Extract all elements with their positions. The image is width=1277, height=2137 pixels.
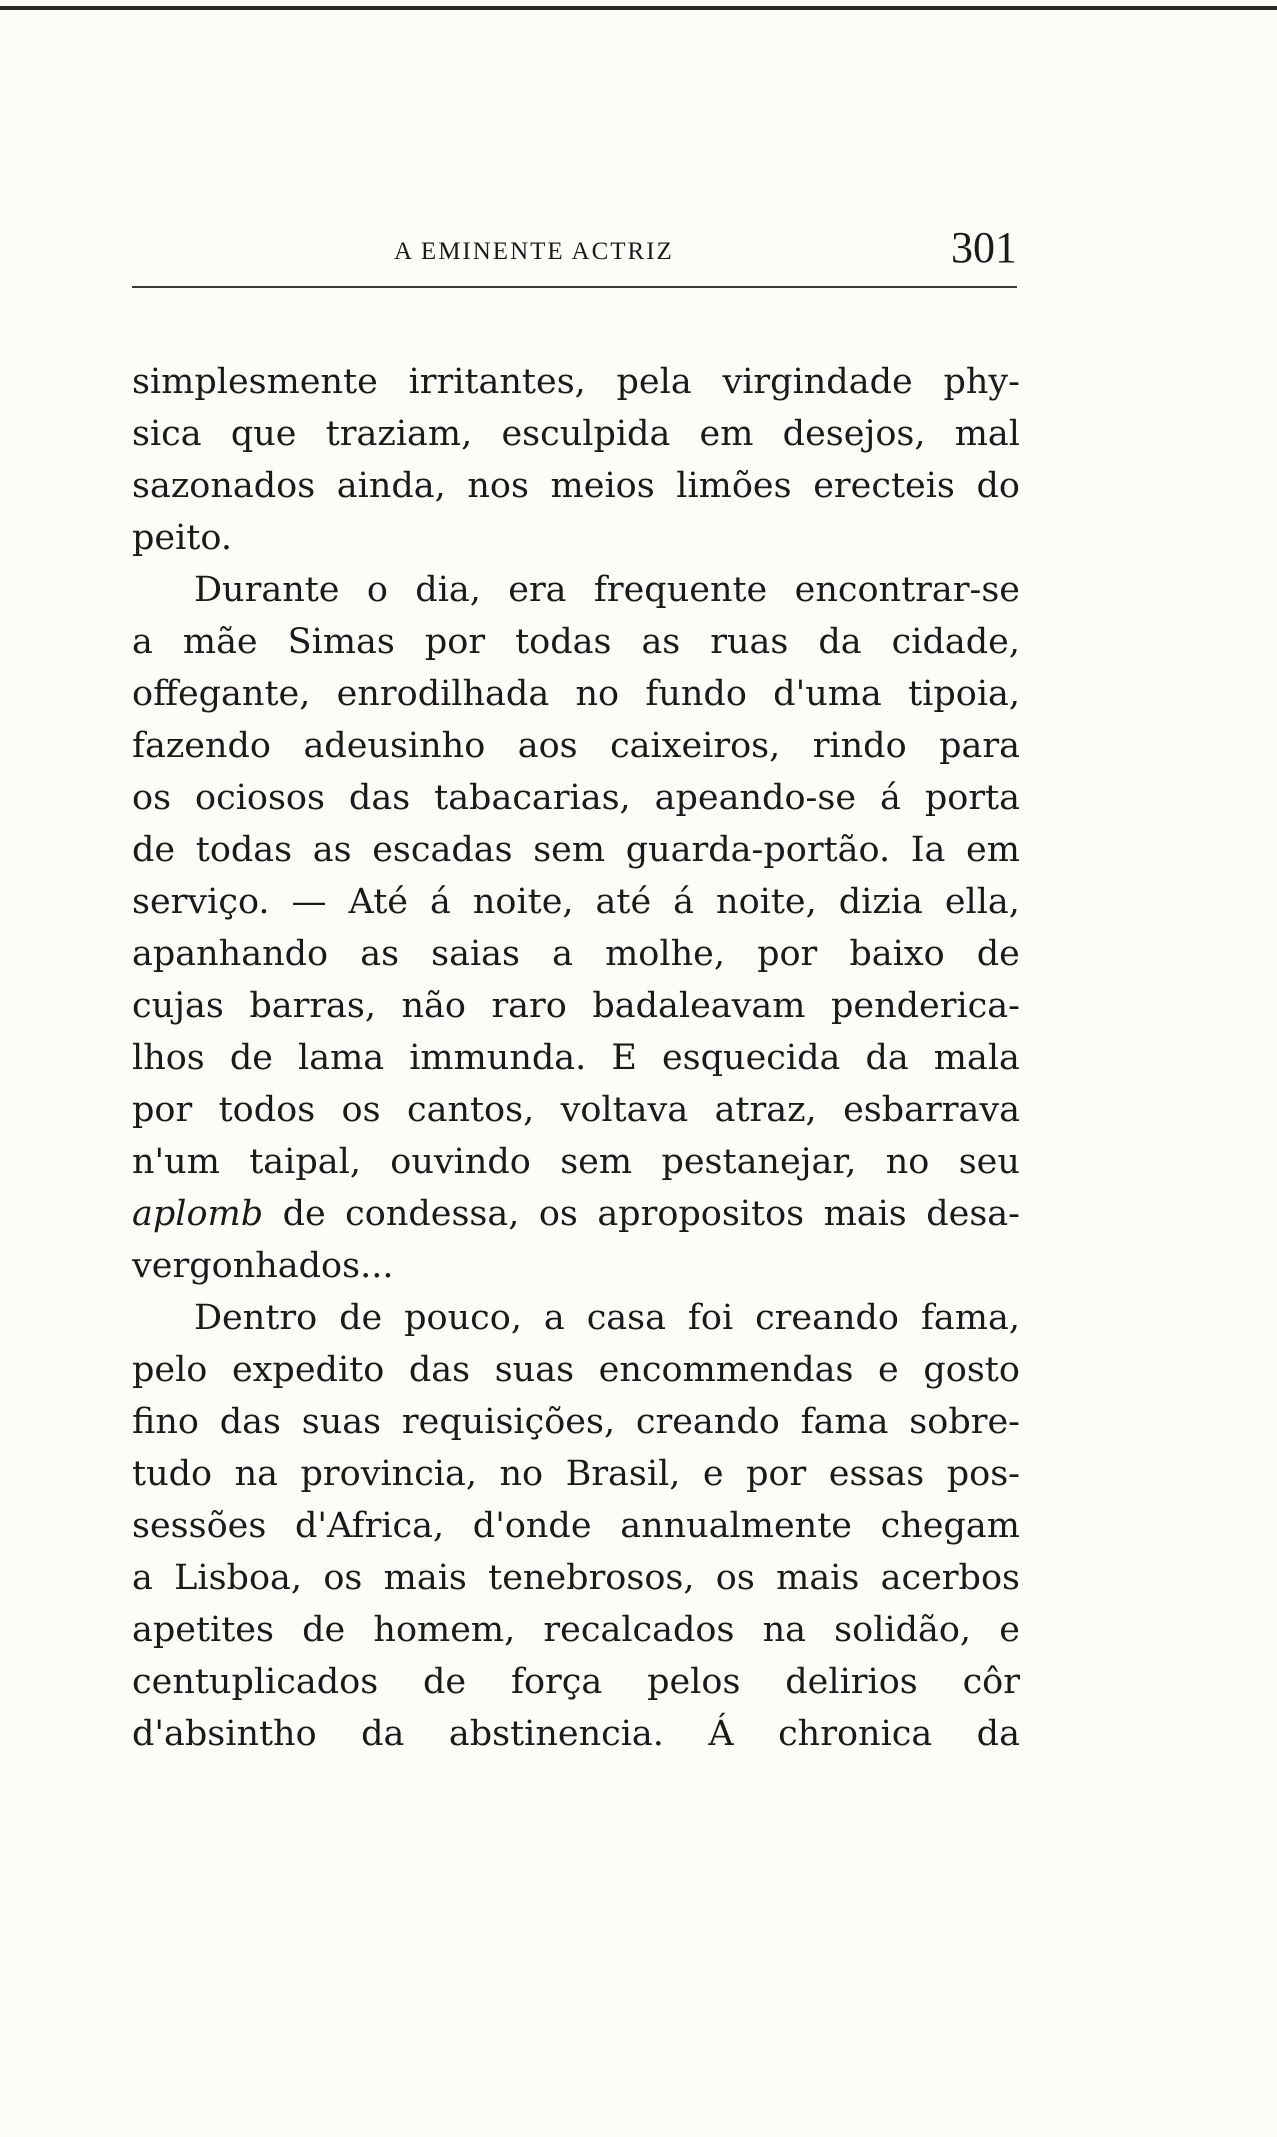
text-line: peito. — [132, 518, 232, 558]
text-line: a Lisboa, os mais tenebrosos, os mais acerbos — [132, 1558, 1020, 1598]
text-line: vergonhados... — [132, 1246, 394, 1286]
text-line: de todas as escadas sem guarda-portão. Ia em — [132, 830, 1020, 870]
body-text — [132, 356, 1020, 1760]
page-number: 301 — [951, 223, 1017, 272]
text-line: fazendo adeusinho aos caixeiros, rindo para — [132, 726, 1020, 766]
text-line: Dentro de pouco, a casa foi creando fama, — [194, 1298, 1020, 1338]
text-line: Durante o dia, era frequente encontrar-se — [194, 570, 1020, 610]
text-line: a mãe Simas por todas as ruas da cidade, — [132, 622, 1020, 662]
top-edge-rule — [0, 0, 1277, 14]
text-line: tudo na provincia, no Brasil, e por essas pos- — [132, 1454, 1020, 1494]
text-line: offegante, enrodilhada no fundo d'uma tipoia, — [132, 674, 1020, 714]
text-line: sazonados ainda, nos meios limões erecteis do — [132, 466, 1020, 506]
text-line: por todos os cantos, voltava atraz, esbarrava — [132, 1090, 1020, 1130]
text-line: d'absintho da abstinencia. Á chronica da — [132, 1714, 1020, 1754]
text-line: aplomb de condessa, os apropositos mais desa- — [132, 1194, 1020, 1234]
text-line: n'um taipal, ouvindo sem pestanejar, no seu — [132, 1142, 1020, 1182]
text-line: fino das suas requisições, creando fama sobre- — [132, 1402, 1020, 1442]
page-header — [132, 223, 1017, 288]
text-line: sessões d'Africa, d'onde annualmente chegam — [132, 1506, 1020, 1546]
text-line: os ociosos das tabacarias, apeando-se á porta — [132, 778, 1020, 818]
text-line: pelo expedito das suas encommendas e gosto — [132, 1350, 1020, 1390]
text-line: simplesmente irritantes, pela virgindade phy- — [132, 362, 1020, 402]
text-line: apanhando as saias a molhe, por baixo de — [132, 934, 1020, 974]
text-line: lhos de lama immunda. E esquecida da mala — [132, 1038, 1020, 1078]
text-line: cujas barras, não raro badaleavam penderica- — [132, 986, 1020, 1026]
header-rule — [132, 286, 1017, 288]
running-title: A EMINENTE ACTRIZ — [394, 238, 674, 265]
text-line: serviço. — Até á noite, até á noite, dizia ella, — [132, 882, 1020, 922]
text-line: sica que traziam, esculpida em desejos, mal — [132, 414, 1020, 454]
text-line: centuplicados de força pelos delirios côr — [132, 1662, 1020, 1702]
text-line: apetites de homem, recalcados na solidão, e — [132, 1610, 1020, 1650]
